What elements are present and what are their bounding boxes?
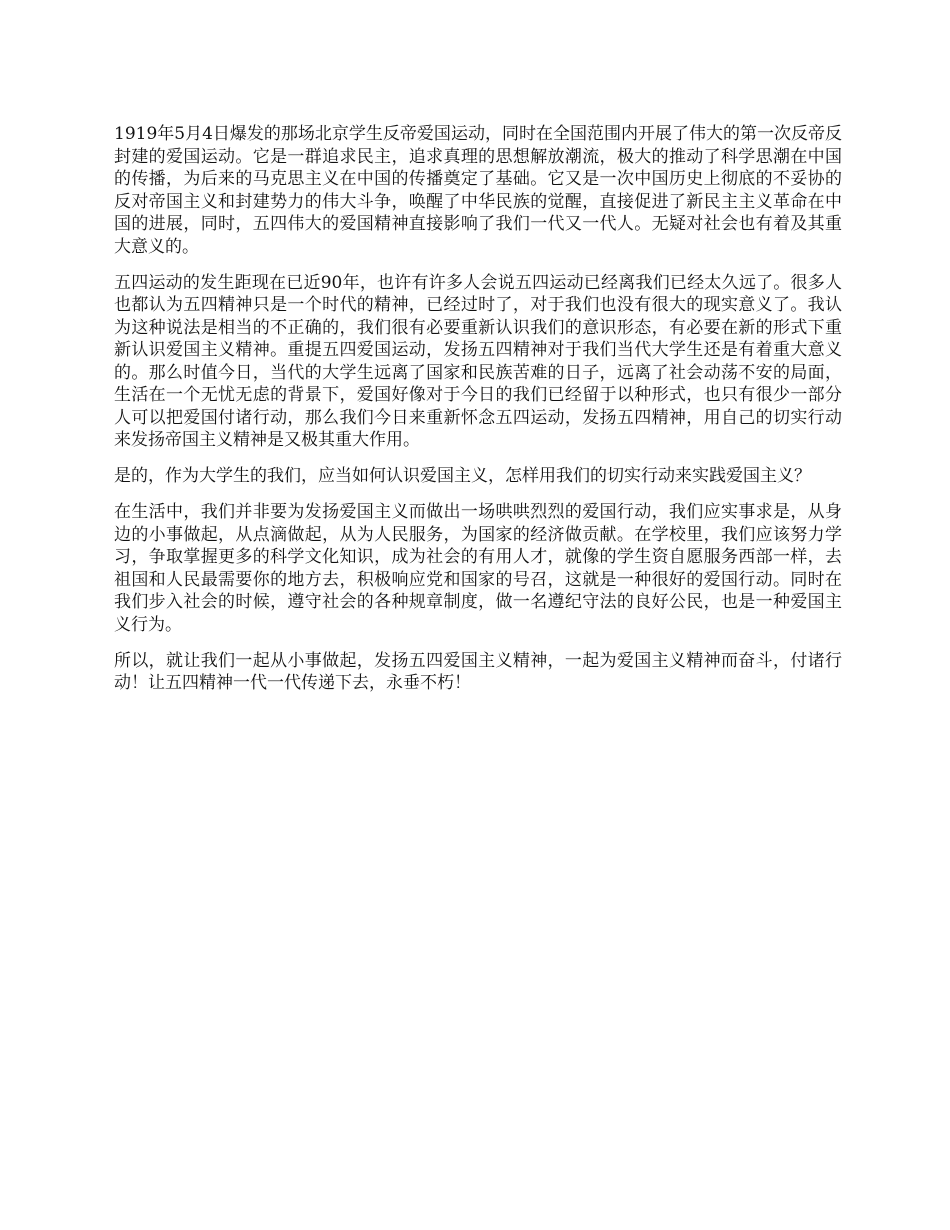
paragraph-1: 1919年5月4日爆发的那场北京学生反帝爱国运动，同时在全国范围内开展了伟大的第一次反帝反封建的爱国运动。它是一群追求民主，追求真理的思想解放潮流，极大的推动了科学思潮在中国的传播，为后来的马克思主义在中国的传播奠定了基础。它又是一次中国历史上彻底的不妥协的反对帝国主义和封建势力的伟大斗争，唤醒了中华民族的觉醒，直接促进了新民主主义革命在中国的进展，同时，五四伟大的爱国精神直接影响了我们一代又一代人。无疑对社会也有着及其重大意义的。 <box>114 124 842 257</box>
paragraph-3: 是的，作为大学生的我们，应当如何认识爱国主义，怎样用我们的切实行动来实践爱国主义？ <box>114 466 811 486</box>
document-body <box>114 123 842 708</box>
paragraph-2: 五四运动的发生距现在已近90年，也许有许多人会说五四运动已经离我们已经太久远了。很多人也都认为五四精神只是一个时代的精神，已经过时了，对于我们也没有很大的现实意义了。我认为这种说法是相当的不正确的，我们很有必要重新认识我们的意识形态，有必要在新的形式下重新认识爱国主义精神。重提五四爱国运动，发扬五四精神对于我们当代大学生还是有着重大意义的。那么时值今日，当代的大学生远离了国家和民族苦难的日子，远离了社会动荡不安的局面，生活在一个无忧无虑的背景下，爱国好像对于今日的我们已经留于以种形式，也只有很少一部分人可以把爱国付诸行动，那么我们今日来重新怀念五四运动，发扬五四精神，用自己的切实行动来发扬帝国主义精神是又极其重大作用。 <box>114 272 842 450</box>
paragraph-4: 在生活中，我们并非要为发扬爱国主义而做出一场哄哄烈烈的爱国行动，我们应实事求是，从身边的小事做起，从点滴做起，从为人民服务，为国家的经济做贡献。在学校里，我们应该努力学习，争取掌握更多的科学文化知识，成为社会的有用人才，就像的学生资自愿服务西部一样，去祖国和人民最需要你的地方去，积极响应党和国家的号召，这就是一种很好的爱国行动。同时在我们步入社会的时候，遵守社会的各种规章制度，做一名遵纪守法的良好公民，也是一种爱国主义行为。 <box>114 502 842 635</box>
paragraph-5: 所以，就让我们一起从小事做起，发扬五四爱国主义精神，一起为爱国主义精神而奋斗，付诸行动！让五四精神一代一代传递下去，永垂不朽！ <box>114 650 842 693</box>
